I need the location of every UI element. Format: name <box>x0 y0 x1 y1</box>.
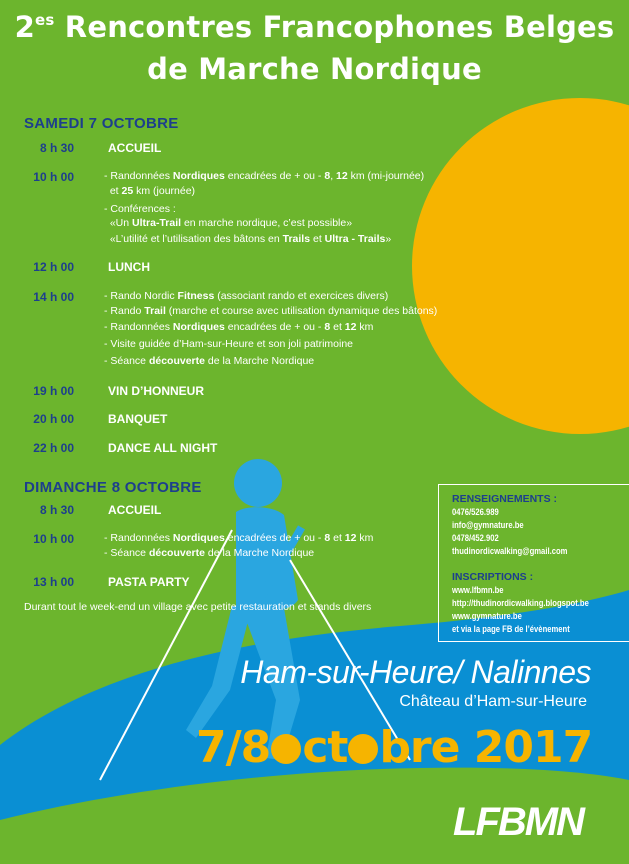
event-dates: 7/8 ct bre 2017 <box>196 722 593 773</box>
activity-line: «Un Ultra-Trail en marche nordique, c’est possible» <box>104 217 353 229</box>
schedule-event: VIN D’HONNEUR <box>108 384 205 398</box>
activity-line: - Séance découverte de la Marche Nordique <box>104 355 315 367</box>
schedule-time: 8 h 30 <box>39 141 74 155</box>
activity-line: - Randonnées Nordiques encadrées de + ou - 8, 12 km (mi-journée) <box>104 170 425 182</box>
sunday-heading: DIMANCHE 8 OCTOBRE <box>24 479 202 496</box>
dot-o-icon <box>271 734 301 764</box>
schedule-time: 8 h 30 <box>39 503 74 517</box>
email-address[interactable]: info@gymnature.be <box>452 520 524 530</box>
schedule-event: LUNCH <box>108 260 150 274</box>
activity-line: et 25 km (journée) <box>104 185 196 197</box>
title-text: Rencontres Francophones Belges <box>54 10 615 44</box>
facebook-note: et via la page FB de l’évènement <box>452 624 570 634</box>
info-box <box>438 484 629 642</box>
page-title-line2: de Marche Nordique <box>147 52 482 86</box>
info-heading-inscriptions: INSCRIPTIONS : <box>452 571 534 583</box>
info-heading-renseignements: RENSEIGNEMENTS : <box>452 493 558 505</box>
location-name: Ham-sur-Heure/ Nalinnes <box>240 654 591 690</box>
sun-circle <box>412 98 629 434</box>
schedule-event: BANQUET <box>108 412 168 426</box>
village-note: Durant tout le week-end un village avec petite restauration et stands divers <box>24 601 372 613</box>
activity-line: «L’utilité et l’utilisation des bâtons en Trails et Ultra - Trails» <box>104 233 392 245</box>
website-link[interactable]: www.gymnature.be <box>452 611 522 621</box>
venue-name: Château d’Ham-sur-Heure <box>399 693 587 710</box>
schedule-time: 19 h 00 <box>33 384 74 398</box>
activity-line: - Rando Trail (marche et course avec utilisation dynamique des bâtons) <box>104 305 438 317</box>
website-link[interactable]: www.lfbmn.be <box>452 585 504 595</box>
schedule-event: PASTA PARTY <box>108 575 190 589</box>
saturday-heading: SAMEDI 7 OCTOBRE <box>24 115 179 132</box>
activity-line: - Séance découverte de la Marche Nordique <box>104 547 315 559</box>
phone-number: 0478/452.902 <box>452 533 499 543</box>
schedule-time: 10 h 00 <box>33 170 74 184</box>
schedule-event: DANCE ALL NIGHT <box>108 441 218 455</box>
activity-line: - Randonnées Nordiques encadrées de + ou - 8 et 12 km <box>104 532 374 544</box>
title-ordinal: 2 <box>14 10 35 44</box>
activity-line: - Conférences : <box>104 203 176 215</box>
website-link[interactable]: http://thudinordicwalking.blogspot.be <box>452 598 589 608</box>
schedule-time: 13 h 00 <box>33 575 74 589</box>
dot-o-icon <box>348 734 378 764</box>
schedule-time: 22 h 00 <box>33 441 74 455</box>
schedule-event: ACCUEIL <box>108 503 162 517</box>
title-ordinal-suffix: es <box>34 11 55 29</box>
lfbmn-logo: LFBMN <box>453 800 583 844</box>
phone-number: 0476/526.989 <box>452 507 499 517</box>
schedule-event: ACCUEIL <box>108 141 162 155</box>
activity-line: - Rando Nordic Fitness (associant rando et exercices divers) <box>104 290 389 302</box>
activity-line: - Visite guidée d’Ham-sur-Heure et son joli patrimoine <box>104 338 354 350</box>
activity-line: - Randonnées Nordiques encadrées de + ou - 8 et 12 km <box>104 321 374 333</box>
schedule-time: 12 h 00 <box>33 260 74 274</box>
email-address[interactable]: thudinordicwalking@gmail.com <box>452 546 568 556</box>
page-title-line1 <box>0 10 629 44</box>
schedule-time: 10 h 00 <box>33 532 74 546</box>
schedule-time: 20 h 00 <box>33 412 74 426</box>
schedule-time: 14 h 00 <box>33 290 74 304</box>
